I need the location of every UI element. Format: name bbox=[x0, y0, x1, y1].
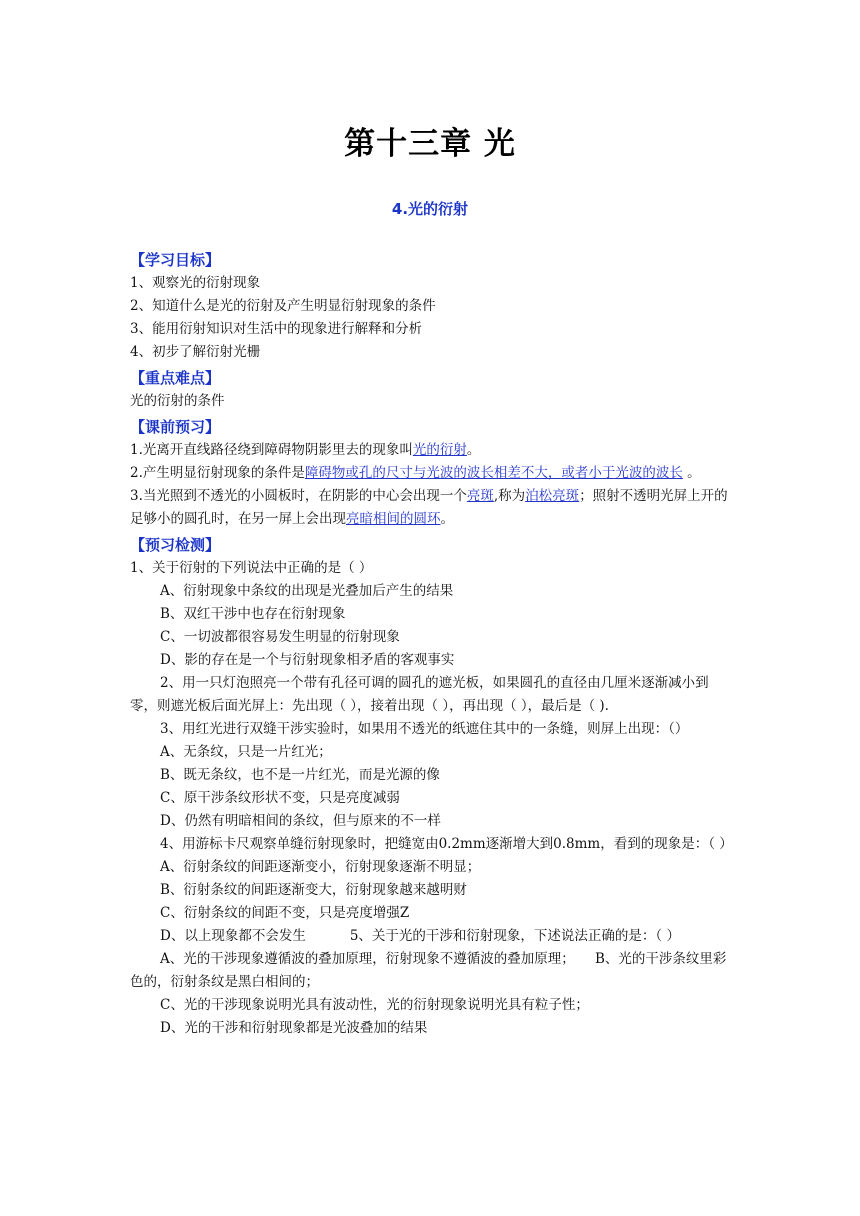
answer-link[interactable]: 泊松亮斑 bbox=[525, 488, 580, 504]
check-question-1: 1、关于衍射的下列说法中正确的是（ ） bbox=[130, 560, 373, 576]
preview-heading: 【课前预习】 bbox=[130, 418, 221, 436]
chapter-title: 第十三章 光 bbox=[344, 126, 516, 162]
lesson-subtitle: 4.光的衍射 bbox=[391, 200, 469, 218]
preview-q3: 3.当光照到不透光的小圆板时，在阴影的中心会出现一个亮斑,称为泊松亮斑；照射不透明光屏上开的足够小的圆孔时，在另一屏上会出现亮暗相间的圆环。 bbox=[130, 488, 728, 527]
answer-link[interactable]: 障碍物或孔的尺寸与光波的波长相差不大，或者小于光波的波长 bbox=[304, 465, 683, 481]
option-and-question-5 bbox=[130, 925, 734, 948]
goal-item: 1、观察光的衍射现象 bbox=[130, 275, 261, 291]
option: D、仍然有明暗相间的条纹，但与原来的不一样 bbox=[160, 813, 441, 829]
goal-item: 2、知道什么是光的衍射及产生明显衍射现象的条件 bbox=[130, 298, 436, 314]
option: C、衍射条纹的间距不变，只是亮度增强Z bbox=[160, 905, 410, 921]
option: C、光的干涉现象说明光具有波动性，光的衍射现象说明光具有粒子性； bbox=[160, 997, 589, 1013]
check-question-2: 2、用一只灯泡照亮一个带有孔径可调的圆孔的遮光板，如果圆孔的直径由几厘米逐渐减小到零，则遮光板后面光屏上：先出现（ ），接着出现（ ），再出现（ ），最后是（ ). bbox=[130, 675, 709, 714]
option: B、双红干涉中也存在衍射现象 bbox=[160, 606, 346, 622]
goals-heading: 【学习目标】 bbox=[130, 251, 221, 269]
document-body bbox=[130, 246, 734, 1040]
option: D、光的干涉和衍射现象都是光波叠加的结果 bbox=[160, 1020, 428, 1036]
goal-item: 3、能用衍射知识对生活中的现象进行解释和分析 bbox=[130, 321, 423, 337]
option: A、衍射条纹的间距逐渐变小，衍射现象逐渐不明显； bbox=[160, 859, 481, 875]
option: A、无条纹，只是一片红光； bbox=[160, 744, 332, 760]
answer-link[interactable]: 亮暗相间的圆环 bbox=[346, 511, 441, 527]
check-heading: 【预习检测】 bbox=[130, 536, 221, 554]
option: D、影的存在是一个与衍射现象相矛盾的客观事实 bbox=[160, 652, 455, 668]
option: C、原干涉条纹形状不变，只是亮度减弱 bbox=[160, 790, 400, 806]
goal-item: 4、初步了解衍射光栅 bbox=[130, 344, 261, 360]
option: A、光的干涉现象遵循波的叠加原理，衍射现象不遵循波的叠加原理； B、光的干涉条纹里彩色的，衍射条纹是黑白相间的； bbox=[130, 951, 727, 990]
option: B、既无条纹，也不是一片红光，而是光源的像 bbox=[160, 767, 440, 783]
check-question-5: 5、关于光的干涉和衍射现象，下述说法正确的是：（ ） bbox=[349, 928, 680, 944]
check-question-4: 4、用游标卡尺观察单缝衍射现象时，把缝宽由0.2mm逐渐增大到0.8mm，看到的现象是：（ ） bbox=[160, 836, 733, 852]
answer-link[interactable]: 光的衍射 bbox=[412, 442, 467, 458]
answer-link[interactable]: 亮斑 bbox=[466, 488, 494, 504]
preview-q1: 1.光离开直线路径绕到障碍物阴影里去的现象叫光的衍射。 bbox=[130, 442, 481, 458]
option: B、衍射条纹的间距逐渐变大，衍射现象越来越明财 bbox=[160, 882, 467, 898]
key-text: 光的衍射的条件 bbox=[130, 393, 225, 409]
option: D、以上现象都不会发生 bbox=[160, 928, 306, 944]
key-heading: 【重点难点】 bbox=[130, 369, 221, 387]
option: C、一切波都很容易发生明显的衍射现象 bbox=[160, 629, 400, 645]
check-question-3: 3、用红光进行双缝干涉实验时，如果用不透光的纸遮住其中的一条缝，则屏上出现：（） bbox=[160, 721, 689, 737]
preview-q2: 2.产生明显衍射现象的条件是障碍物或孔的尺寸与光波的波长相差不大，或者小于光波的波长 。 bbox=[130, 465, 701, 481]
option: A、衍射现象中条纹的出现是光叠加后产生的结果 bbox=[160, 583, 454, 599]
